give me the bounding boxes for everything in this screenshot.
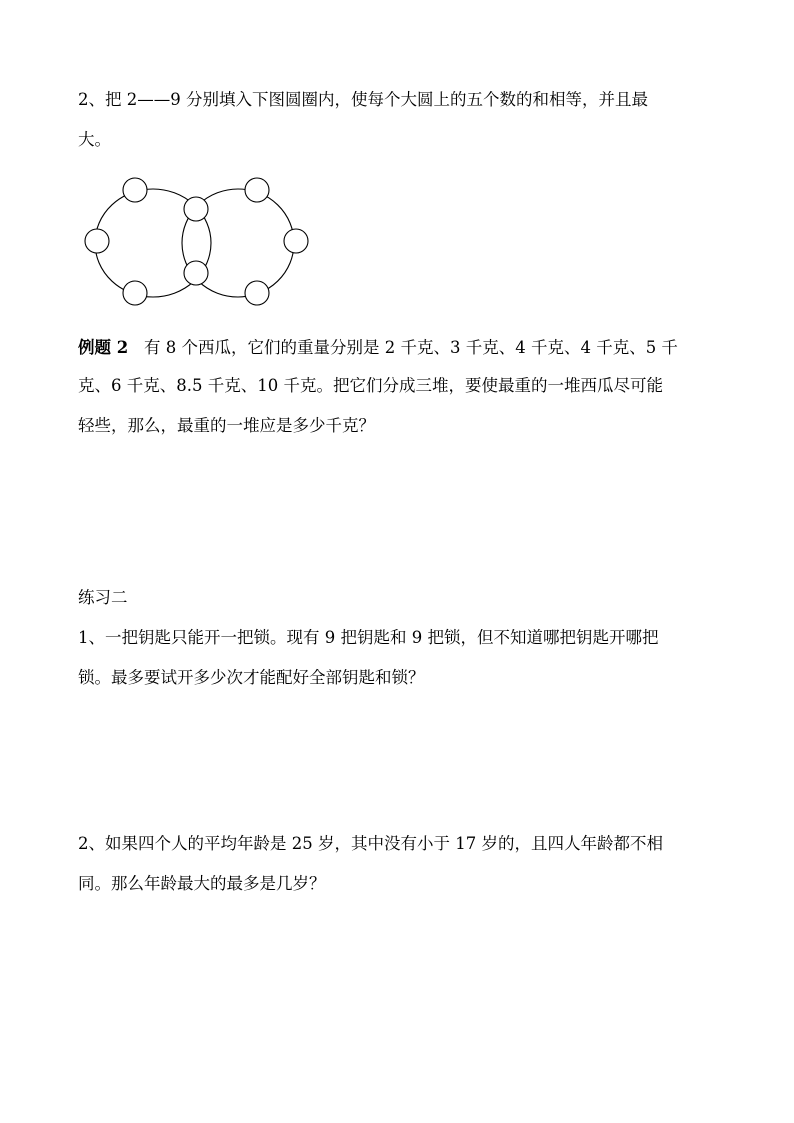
example-2-line-1	[78, 338, 728, 358]
practice-q2-line-2: 同。那么年龄最大的最多是几岁？	[78, 874, 326, 893]
example-2-line-3: 轻些，那么，最重的一堆应是多少千克？	[78, 416, 375, 435]
blank-circle-right-middle	[284, 229, 308, 253]
practice-q1-line-2: 锁。最多要试开多少次才能配好全部钥匙和锁？	[78, 668, 425, 687]
blank-circle-left-top	[123, 178, 147, 202]
blank-circle-right-top	[245, 178, 269, 202]
blank-circle-left-middle	[85, 229, 109, 253]
example-2-line-1-text: 有 8 个西瓜，它们的重量分别是 2 千克、3 千克、4 千克、4 千克、5 千	[143, 338, 678, 357]
problem-2-line-2: 大。	[78, 130, 111, 149]
problem-2-line-1: 2、把 2——9 分别填入下图圆圈内，使每个大圆上的五个数的和相等，并且最	[78, 90, 648, 109]
blank-circle-right-bottom	[245, 281, 269, 305]
example-2-line-2: 克、6 千克、8.5 千克、10 千克。把它们分成三堆，要使最重的一堆西瓜尽可能	[78, 376, 663, 395]
practice-heading: 练习二	[78, 588, 128, 607]
practice-q1-line-1: 1、一把钥匙只能开一把锁。现有 9 把钥匙和 9 把锁，但不知道哪把钥匙开哪把	[78, 628, 659, 647]
example-2-label: 例题 2	[78, 338, 129, 357]
practice-q2-line-1: 2、如果四个人的平均年龄是 25 岁，其中没有小于 17 岁的，且四人年龄都不相	[78, 834, 663, 853]
blank-circle-shared-bottom	[184, 261, 208, 285]
blank-circle-shared-top	[184, 197, 208, 221]
double-ring-circle-diagram	[82, 174, 312, 308]
blank-circle-left-bottom	[123, 281, 147, 305]
